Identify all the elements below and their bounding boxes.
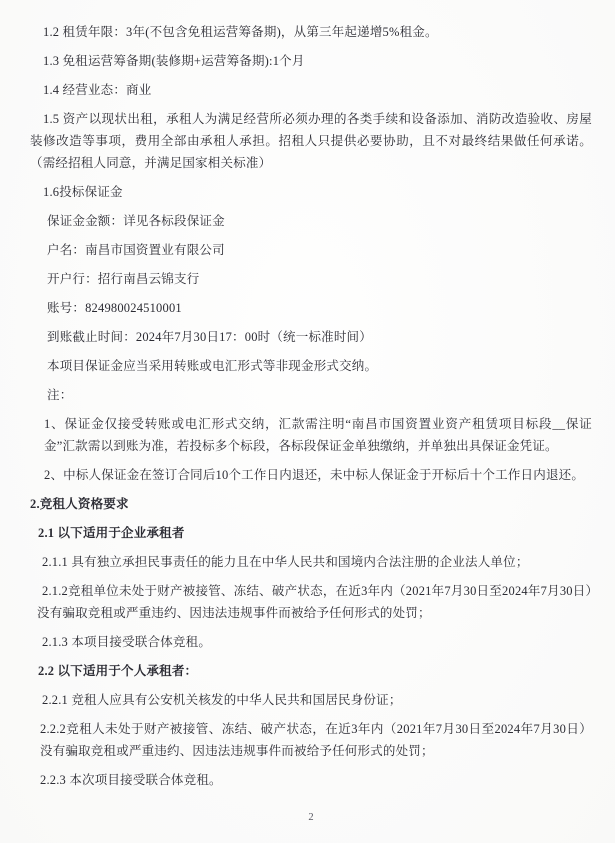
section-2-2-heading: 2.2 以下适用于个人承租者：: [38, 664, 198, 678]
payment-method-line: 本项目保证金应当采用转账或电汇形式等非现金形式交纳。: [47, 359, 378, 373]
clause-2-2-2: 2.2.2竞租人未处于财产被接管、冻结、破产状态，在近3年内（2021年7月30日至2024年7月30日）没有骗取竞租或严重违约、因违法违规事件而被给予任何形式的处罚；: [40, 722, 592, 758]
clause-1-3: 1.3 免租运营筹备期(装修期+运营筹备期):1个月: [43, 54, 305, 68]
clause-2-2-1: 2.2.1 竞租人应具有公安机关核发的中华人民共和国居民身份证；: [42, 693, 402, 707]
clause-1-2: 1.2 租赁年限：3年(不包含免租运营筹备期)，从第三年起递增5%租金。: [43, 25, 438, 39]
clause-1-6: 1.6投标保证金: [43, 185, 123, 199]
section-2-heading: 2.竞租人资格要求: [30, 497, 129, 511]
account-name-line: 户名：南昌市国资置业有限公司: [47, 243, 225, 257]
deadline-line: 到账截止时间：2024年7月30日17：00时（统一标准时间）: [47, 330, 372, 344]
note-2: 2、中标人保证金在签订合同后10个工作日内退还，未中标人保证金于开标后十个工作日内退还。: [44, 468, 585, 482]
clause-2-1-1: 2.1.1 具有独立承担民事责任的能力且在中华人民共和国境内合法注册的企业法人单位；: [42, 555, 529, 569]
bank-branch-line: 开户行：招行南昌云锦支行: [47, 272, 200, 286]
notes-label: 注：: [47, 388, 73, 402]
clause-1-5: 1.5 资产以现状出租，承租人为满足经营所必须办理的各类手续和设备添加、消防改造验收、房屋装修改造等事项，费用全部由承租人承担。招租人只提供必要协助，且不对最终结果做任何承诺。（需经招租人同意，并满足国家相关标准）: [30, 112, 592, 170]
clause-2-1-3: 2.1.3 本项目接受联合体竞租。: [42, 635, 212, 649]
clause-2-2-3: 2.2.3 本次项目接受联合体竞租。: [40, 773, 222, 787]
clause-2-1-2: 2.1.2竞租单位未处于财产被接管、冻结、破产状态，在近3年内（2021年7月30日至2024年7月30日）没有骗取竞租或严重违约、因违法违规事件而被给予任何形式的处罚；: [37, 584, 592, 620]
clause-1-4: 1.4 经营业态：商业: [43, 83, 152, 97]
account-number-line: 账号：824980024510001: [47, 301, 182, 315]
section-2-1-heading: 2.1 以下适用于企业承租者: [38, 526, 185, 540]
page-number: 2: [308, 812, 314, 823]
note-1: 1、保证金仅接受转账或电汇形式交纳，汇款需注明“南昌市国资置业资产租赁项目标段__保证金”汇款需以到账为准，若投标多个标段，各标段保证金单独缴纳，并单独出具保证金凭证。: [44, 417, 592, 453]
deposit-amount-line: 保证金金额：详见各标段保证金: [47, 214, 225, 228]
